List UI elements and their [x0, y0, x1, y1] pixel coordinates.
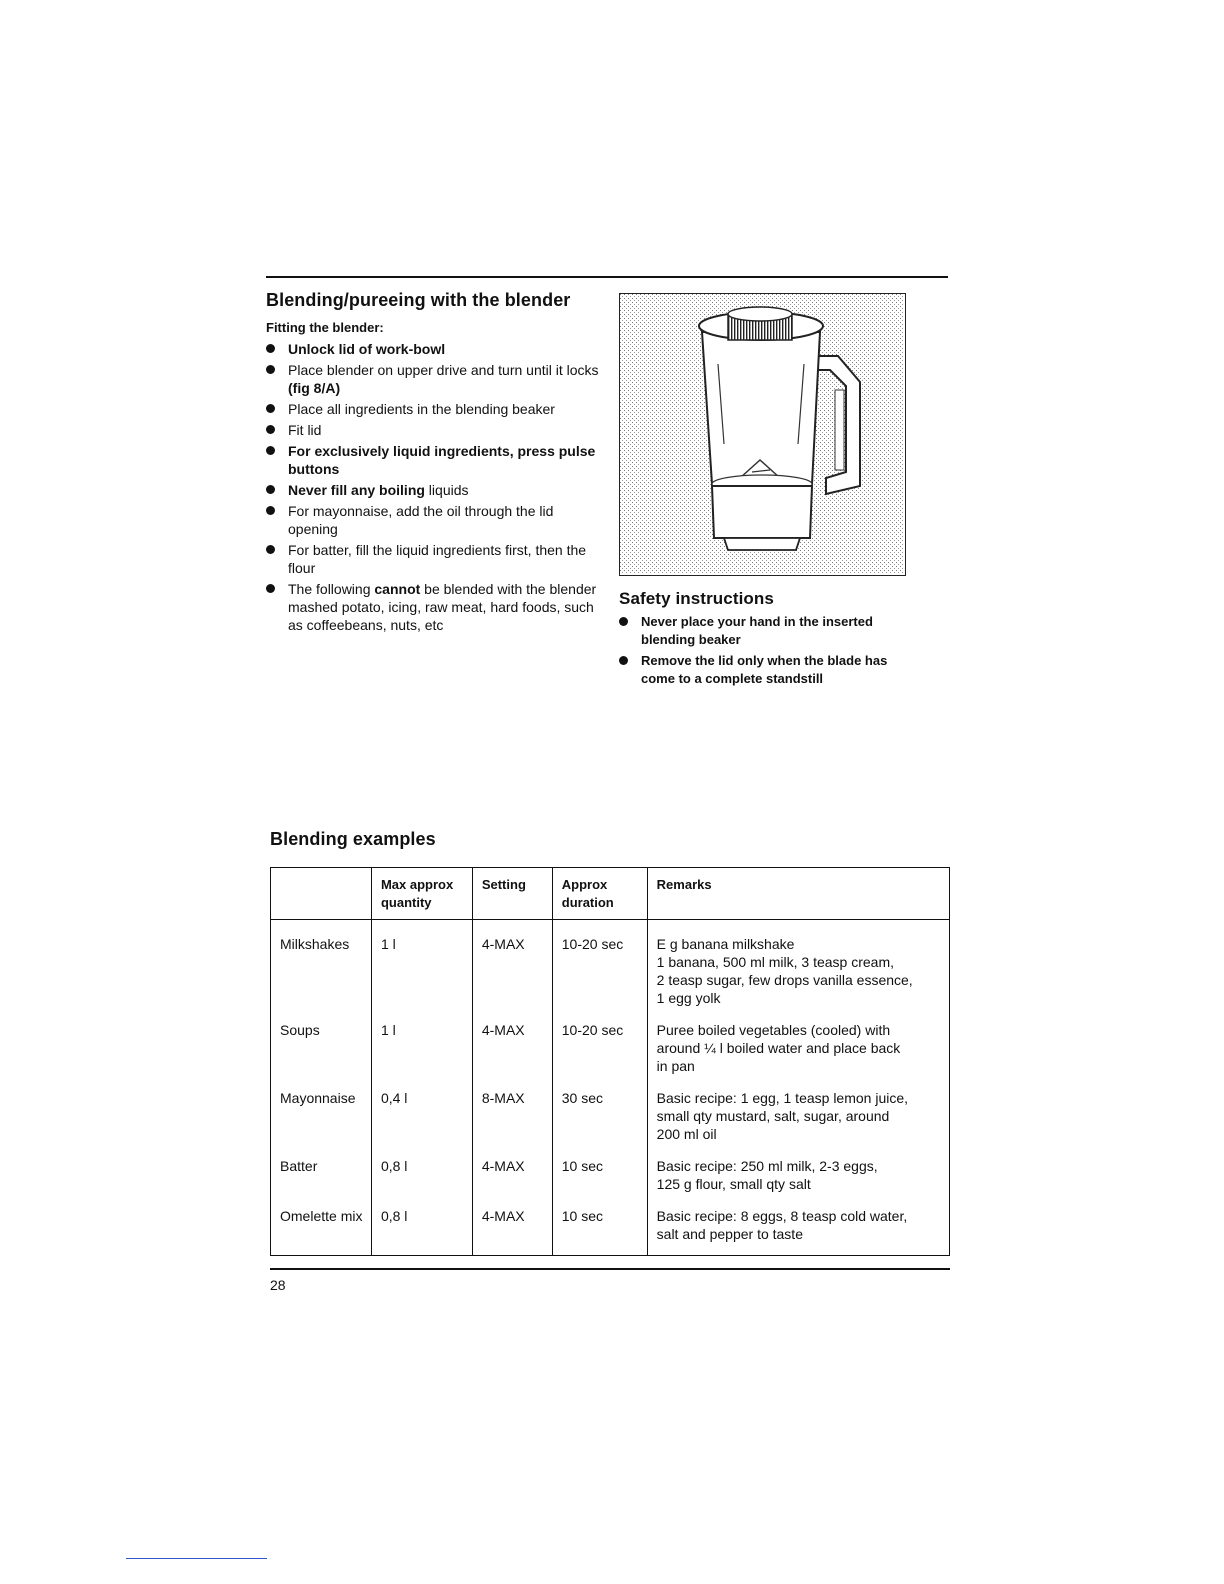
cell-item: Mayonnaise: [271, 1083, 372, 1151]
step-text: Place blender on upper drive and turn until it locks: [288, 362, 599, 378]
table-row: [271, 1201, 950, 1256]
bullet-icon: [266, 545, 275, 554]
fitting-step: [266, 400, 601, 418]
cell-qty: 1 l: [371, 920, 472, 1016]
step-text: For batter, fill the liquid ingredients first, then the flour: [288, 542, 587, 576]
cell-setting: 4-MAX: [472, 1015, 552, 1083]
fitting-step: [266, 442, 601, 478]
bullet-icon: [266, 584, 275, 593]
blender-figure: [619, 293, 906, 576]
step-text: For mayonnaise, add the oil through the lid opening: [288, 503, 554, 537]
cell-duration: 10 sec: [552, 1201, 647, 1256]
table-row: [271, 1083, 950, 1151]
table-row: [271, 1015, 950, 1083]
bullet-icon: [266, 344, 275, 353]
fitting-step: [266, 502, 601, 538]
cell-remarks: E g banana milkshake 1 banana, 500 ml milk, 3 teasp cream, 2 teasp sugar, few drops vanilla essence, 1 egg yolk: [647, 920, 949, 1016]
fitting-step: [266, 481, 601, 499]
bullet-icon: [266, 446, 275, 455]
header-cell: Approx duration: [552, 868, 647, 920]
safety-text: Never place your hand in the inserted blending beaker: [641, 614, 873, 647]
safety-item: [619, 652, 919, 688]
cell-duration: 10-20 sec: [552, 1015, 647, 1083]
step-text: Never fill any boiling: [288, 482, 425, 498]
cell-item: Milkshakes: [271, 920, 372, 1016]
fitting-subtitle: Fitting the blender:: [266, 320, 384, 335]
blending-examples-table: [270, 867, 950, 1256]
cell-qty: 1 l: [371, 1015, 472, 1083]
cell-item: Omelette mix: [271, 1201, 372, 1256]
bullet-icon: [266, 425, 275, 434]
cell-remarks: Puree boiled vegetables (cooled) with around ¼ l boiled water and place back in pan: [647, 1015, 949, 1083]
bullet-icon: [619, 656, 628, 665]
safety-title: Safety instructions: [619, 589, 774, 608]
examples-title: Blending examples: [270, 829, 436, 849]
cell-duration: 30 sec: [552, 1083, 647, 1151]
fitting-step: [266, 361, 601, 397]
cell-setting: 4-MAX: [472, 1151, 552, 1201]
bullet-icon: [619, 617, 628, 626]
step-text: Place all ingredients in the blending beaker: [288, 401, 555, 417]
fitting-instructions-list: [266, 340, 601, 637]
cell-duration: 10 sec: [552, 1151, 647, 1201]
cell-qty: 0,4 l: [371, 1083, 472, 1151]
table-row: [271, 1151, 950, 1201]
fitting-step: [266, 340, 601, 358]
fitting-step: [266, 580, 601, 634]
header-cell: Setting: [472, 868, 552, 920]
safety-instructions-list: [619, 613, 919, 691]
step-text: Unlock lid of work-bowl: [288, 341, 446, 357]
header-cell: [271, 868, 372, 920]
table-row: [271, 920, 950, 1016]
step-text: cannot: [374, 581, 421, 597]
cell-setting: 4-MAX: [472, 920, 552, 1016]
cell-duration: 10-20 sec: [552, 920, 647, 1016]
header-cell: Remarks: [647, 868, 949, 920]
blender-illustration: [620, 294, 904, 574]
safety-item: [619, 613, 919, 649]
safety-text: Remove the lid only when the blade has come to a complete standstill: [641, 653, 888, 686]
step-text: be blended with the blender mashed potato, icing, raw meat, hard foods, such as coffeebeans, nuts, etc: [288, 581, 597, 633]
cell-item: Batter: [271, 1151, 372, 1201]
bullet-icon: [266, 365, 275, 374]
fitting-step: [266, 541, 601, 577]
step-text: The following: [288, 581, 375, 597]
bullet-icon: [266, 485, 275, 494]
header-cell: Max approx quantity: [371, 868, 472, 920]
fitting-step: [266, 421, 601, 439]
cell-item: Soups: [271, 1015, 372, 1083]
step-text: Fit lid: [288, 422, 322, 438]
step-text: For exclusively liquid ingredients, press pulse buttons: [288, 443, 596, 477]
cell-qty: 0,8 l: [371, 1201, 472, 1256]
step-text: (fig 8/A): [288, 380, 341, 396]
cell-qty: 0,8 l: [371, 1151, 472, 1201]
cell-setting: 4-MAX: [472, 1201, 552, 1256]
cell-setting: 8-MAX: [472, 1083, 552, 1151]
step-text: liquids: [424, 482, 469, 498]
page-number: 28: [270, 1277, 286, 1293]
section-title: Blending/pureeing with the blender: [266, 290, 571, 310]
bullet-icon: [266, 506, 275, 515]
cell-remarks: Basic recipe: 8 eggs, 8 teasp cold water, salt and pepper to taste: [647, 1201, 949, 1256]
top-rule: [266, 276, 948, 278]
cell-remarks: Basic recipe: 1 egg, 1 teasp lemon juice, small qty mustard, salt, sugar, around 200 ml oil: [647, 1083, 949, 1151]
bottom-rule: [270, 1268, 950, 1270]
cell-remarks: Basic recipe: 250 ml milk, 2-3 eggs, 125 g flour, small qty salt: [647, 1151, 949, 1201]
bullet-icon: [266, 404, 275, 413]
table-header-row: [271, 868, 950, 920]
footer-line: [126, 1558, 267, 1559]
